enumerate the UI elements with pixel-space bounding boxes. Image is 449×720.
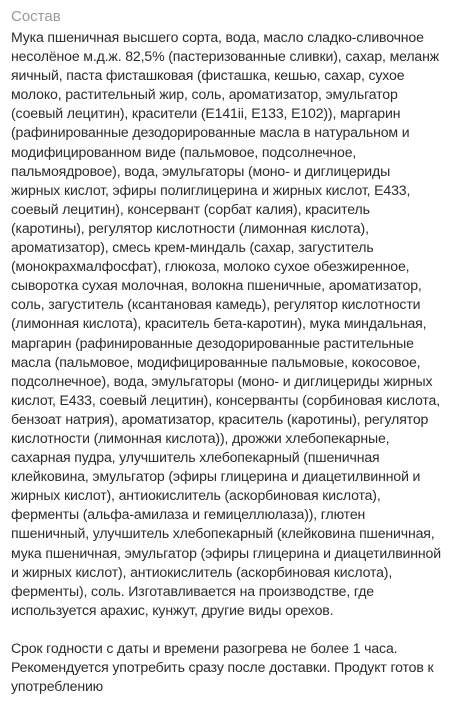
composition-section xyxy=(11,0,443,696)
ingredients-text: Мука пшеничная высшего сорта, вода, масло сладко-сливочное несолёное м.д.ж. 82,5% (пастеризованные сливки), сахар, меланж яичный, паста фисташковая (фисташка, кешью, сахар, сухое молоко, растительный жир, соль, ароматизатор, эмульгатор (соевый лецитин), красители (Е141ii, Е133, Е102)), маргарин (рафинированные дезодорированные масла в натуральном и модифицированном виде (пальмовое, подсолнечное, пальмоядровое), вода, эмульгаторы (моно- и диглицериды жирных кислот, эфиры полиглицерина и жирных кислот, Е433, соевый лецитин), консервант (сорбат калия), краситель (каротины), регулятор кислотности (лимонная кислота), ароматизатор), смесь крем-миндаль (сахар, загуститель (монокрахмалфосфат), глюкоза, молоко сухое обезжиренное, сыворотка сухая молочная, волокна пшеничные, ароматизатор, соль, загуститель (ксантановая камедь), регулятор кислотности (лимонная кислота), краситель бета-каротин), мука миндальная, маргарин (рафинированные дезодорированные растительные масла (пальмовое, модифицированные пальмовые, кокосовое, подсолнечное), вода, эмульгаторы (моно- и диглицериды жирных кислот, Е433, соевый лецитин), консерванты (сорбиновая кислота, бензоат натрия), ароматизатор, краситель (каротины), регулятор кислотности (лимонная кислота)), дрожжи хлебопекарные, сахарная пудра, улучшитель хлебопекарный (пшеничная клейковина, эмульгатор (эфиры глицерина и диацетилвинной и жирных кислот), антиокислитель (аскорбиновая кислота), ферменты (альфа-амилаза и гемицеллюлаза)), глютен пшеничный, улучшитель хлебопекарный (клейковина пшеничная, мука пшеничная, эмульгатор (эфиры глицерина и диацетилвинной и жирных кислот), антиокислитель (аскорбиновая кислота), ферменты), соль. Изготавливается на производстве, где используется арахис, кунжут, другие виды орехов. xyxy=(11,29,441,618)
composition-title: Состав xyxy=(11,8,61,25)
shelf-life-text: Срок годности с даты и времени разогрева не более 1 часа. Рекомендуется употребить сразу после доставки. Продукт готов к употреблению xyxy=(11,639,434,695)
